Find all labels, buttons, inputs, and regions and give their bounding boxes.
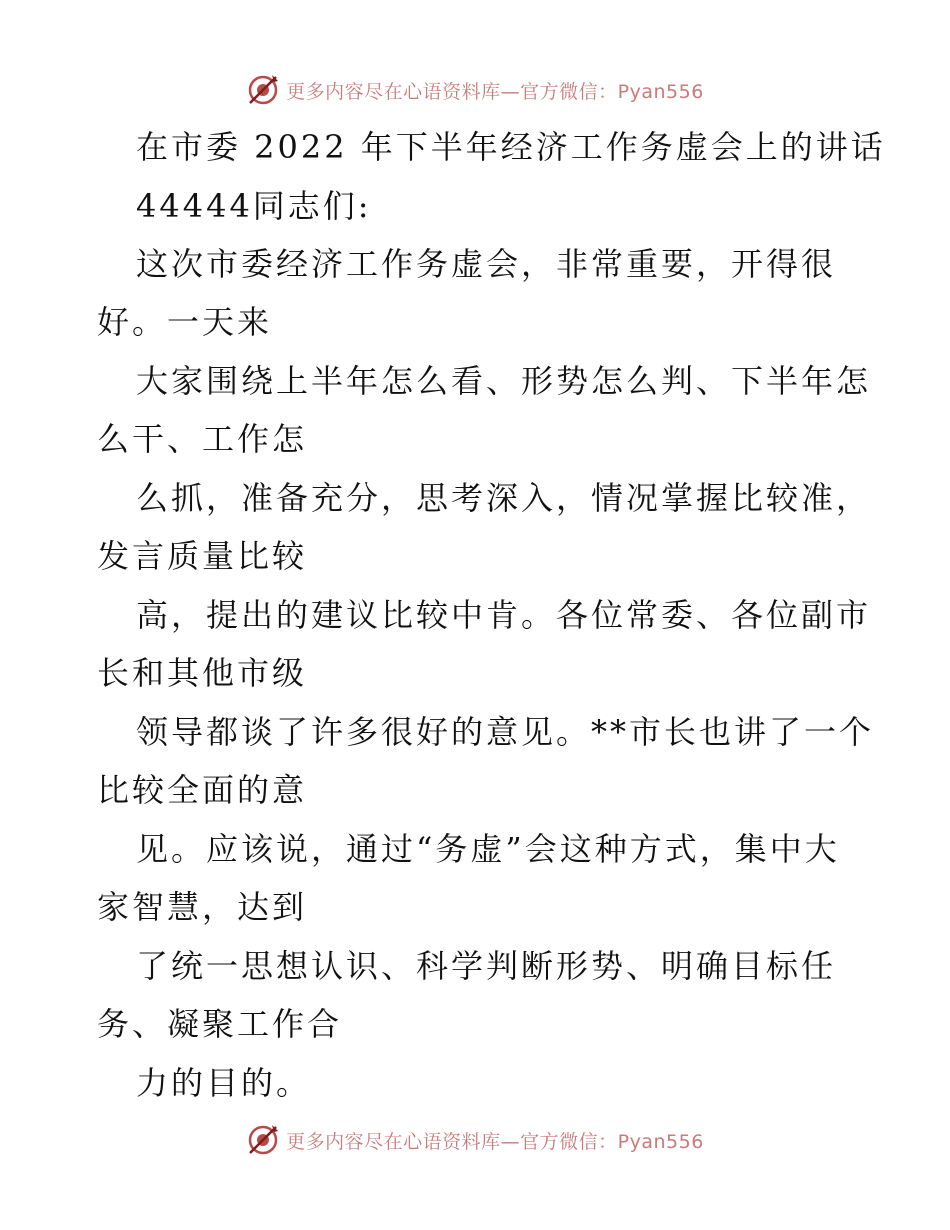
paragraph-line: 发言质量比较 [97, 537, 308, 575]
paragraph-line: 么抓，准备充分，思考深入，情况掌握比较准， [136, 479, 872, 517]
paragraph-line: 力的目的。 [136, 1064, 312, 1102]
paragraph-line: 比较全面的意 [97, 771, 308, 809]
paragraph-line: 这次市委经济工作务虚会，非常重要，开得很 [136, 245, 837, 283]
paragraph-line: 务、凝聚工作合 [97, 1005, 343, 1043]
quill-seal-icon [246, 1123, 280, 1157]
paragraph-line: 领导都谈了许多很好的意见。**市长也讲了一个 [136, 713, 875, 751]
footer-watermark [0, 1120, 950, 1160]
quill-seal-icon [246, 73, 280, 107]
paragraph-line: 了统一思想认识、科学判断形势、明确目标任 [136, 947, 837, 985]
salutation: 44444同志们: [136, 187, 372, 225]
watermark-text: 更多内容尽在心语资料库—官方微信：Pyan556 [286, 80, 704, 103]
paragraph-line: 见。应该说，通过“务虚”会这种方式，集中大 [136, 830, 840, 868]
paragraph-line: 长和其他市级 [97, 654, 308, 692]
paragraph-line: 家智慧，达到 [97, 888, 308, 926]
paragraph-line: 大家围绕上半年怎么看、形势怎么判、下半年怎 [136, 362, 872, 400]
watermark-text: 更多内容尽在心语资料库—官方微信：Pyan556 [286, 1130, 704, 1153]
paragraph-line: 么干、工作怎 [97, 420, 308, 458]
paragraph-line: 高，提出的建议比较中肯。各位常委、各位副市 [136, 596, 872, 634]
paragraph-line: 好。一天来 [97, 303, 273, 341]
document-title: 在市委 2022 年下半年经济工作务虚会上的讲话 [136, 128, 886, 166]
header-watermark [0, 70, 950, 110]
